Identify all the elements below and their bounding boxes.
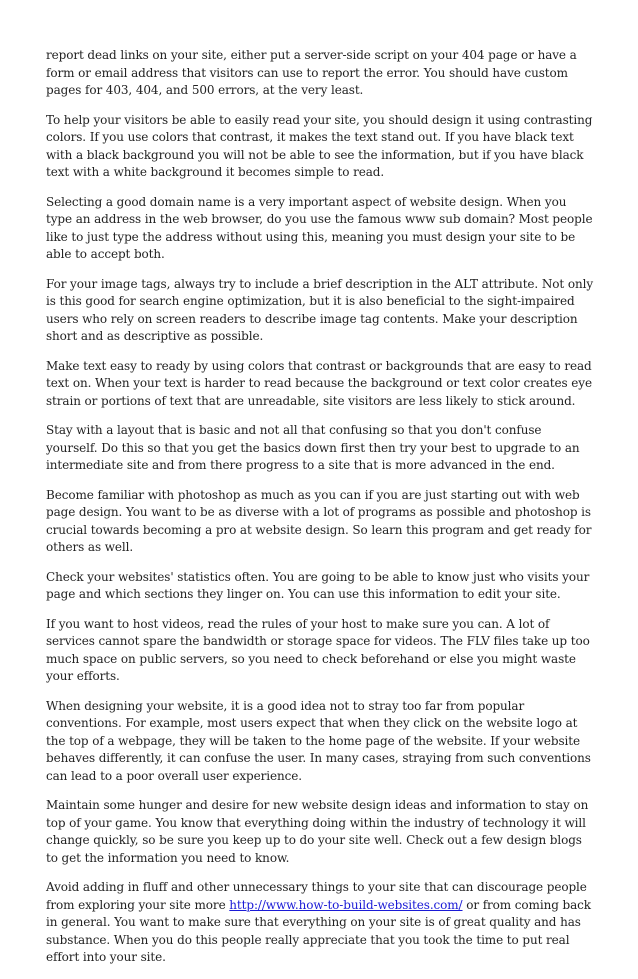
paragraph: To help your visitors be able to easily read your site, you should design it using contrasting colors. If you use colors that contrast, it makes the text stand out. If you have black text with a black background you will not be able to see the information, but if you have black text with a white background it becomes simple to read.	[46, 112, 593, 179]
paragraph: When designing your website, it is a good idea not to stray too far from popular conventions. For example, most users expect that when they click on the website logo at the top of a webpage, they will be taken to the home page of the website. If your website behaves differently, it can confuse the user. In many cases, straying from such conventions can lead to a poor overall user experience.	[46, 698, 591, 783]
paragraph: Selecting a good domain name is a very important aspect of website design. When you type an address in the web browser, do you use the famous www sub domain? Most people like to just type the address without using this, meaning you must design your site to be able to accept both.	[46, 194, 593, 261]
paragraph: For your image tags, always try to include a brief description in the ALT attribute. Not only is this good for search engine optimization, but it is also beneficial to the sight-impaired users who rely on screen readers to describe image tag contents. Make your description short and as descriptive as possible.	[46, 276, 593, 343]
paragraph: report dead links on your site, either put a server-side script on your 404 page or have a form or email address that visitors can use to report the error. You should have custom pages for 403, 404, and 500 errors, at the very least.	[46, 48, 577, 97]
paragraph: Stay with a layout that is basic and not all that confusing so that you don't confuse yourself. Do this so that you get the basics down first then try your best to upgrade to an intermediate site and from there progress to a site that is more advanced in the end.	[46, 423, 580, 472]
document-page	[46, 47, 594, 979]
paragraph: Become familiar with photoshop as much as you can if you are just starting out with web page design. You want to be as diverse with a lot of programs as possible and photoshop is crucial towards becoming a pro at website design. So learn this program and get ready for others as well.	[46, 487, 592, 554]
paragraph: Make text easy to ready by using colors that contrast or backgrounds that are easy to read text on. When your text is harder to read because the background or text color creates eye strain or portions of text that are unreadable, site visitors are less likely to stick around.	[46, 358, 592, 408]
website-link[interactable]: http://www.how-to-build-websites.com/	[229, 897, 463, 912]
paragraph: Check your websites' statistics often. You are going to be able to know just who visits your page and which sections they linger on. You can use this information to edit your site.	[46, 569, 590, 601]
paragraph-text-before-link: Avoid adding in fluff and other unnecessary things to your site that can discourage people from exploring your site more	[46, 880, 587, 912]
paragraph-text-after-link: or from coming back in general. You want to make sure that everything on your site is of great quality and has substance. When you do this people really appreciate that you took the time to put real effort into your site.	[46, 897, 591, 964]
paragraph-with-link	[46, 879, 594, 967]
paragraph: Maintain some hunger and desire for new website design ideas and information to stay on top of your game. You know that everything doing within the industry of technology it will change quickly, so be sure you keep up to do your site well. Check out a few design blogs to get the information you need to know.	[46, 798, 589, 865]
paragraph: If you want to host videos, read the rules of your host to make sure you can. A lot of services cannot spare the bandwidth or storage space for videos. The FLV files take up too much space on public servers, so you need to check beforehand or else you might waste your efforts.	[46, 616, 590, 683]
